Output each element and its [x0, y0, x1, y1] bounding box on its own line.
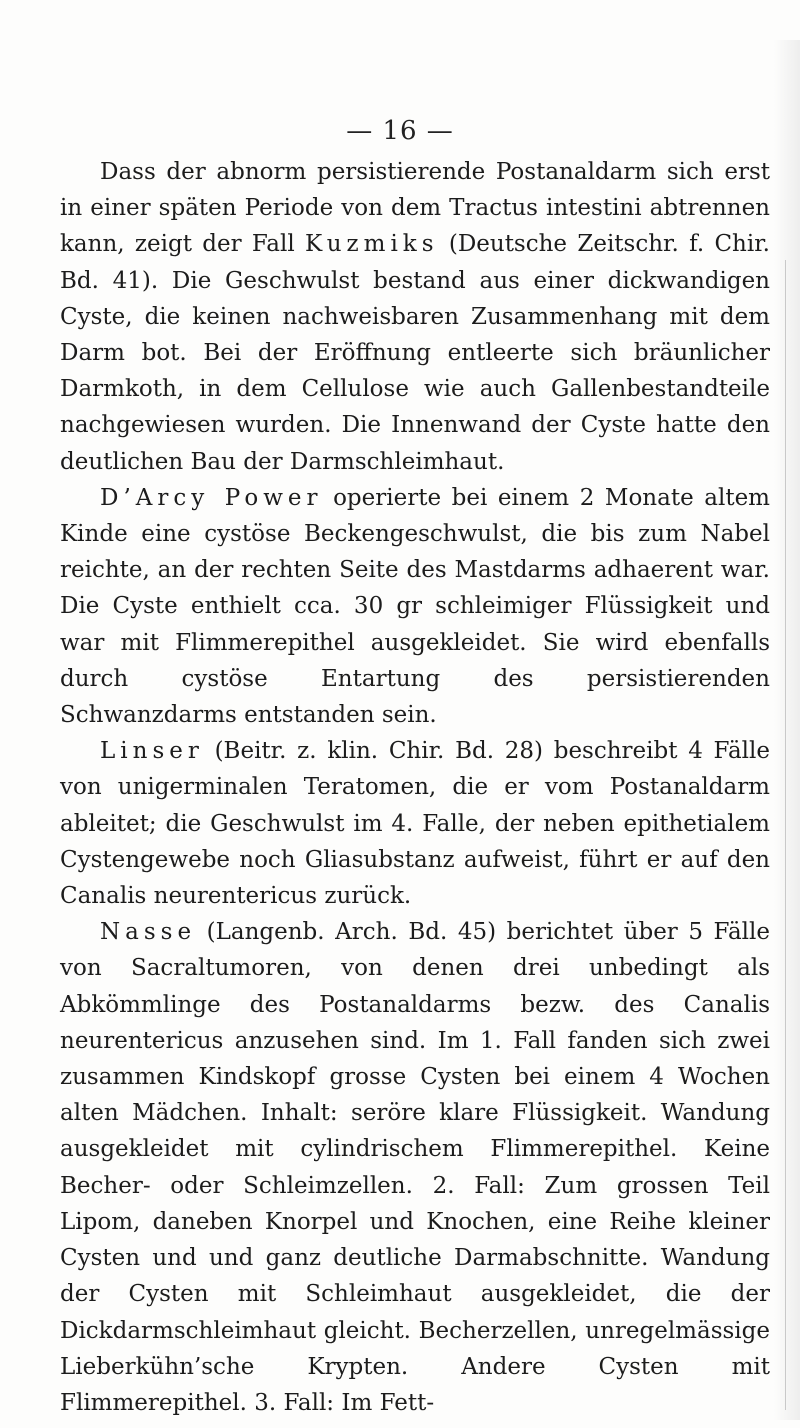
author-name-linser: Linser [100, 738, 204, 765]
page-edge-shadow [774, 40, 800, 1420]
paragraph-kuzmik [60, 154, 770, 480]
paragraph-text: (Deutsche Zeitschr. f. Chir. Bd. 41). Die Geschwulst bestand aus einer dickwandigen Cyste, die keinen nachweisbaren Zusammenhang mit dem Darm bot. Bei der Eröffnung entleerte sich bräunlicher Darmkoth, in dem Cellulose wie auch Gallenbestandteile nachgewiesen wurden. Die Innenwand der Cyste hatte den deutlichen Bau der Darmschleimhaut. [60, 231, 770, 475]
paragraph-text: Dass der abnorm persistierende Postanaldarm sich erst in einer späten Periode von dem Tractus intestini abtrennen kann, zeigt der Fall [60, 159, 770, 258]
paragraph-nasse [60, 914, 770, 1421]
author-name-darcy-power: D’Arcy Power [100, 484, 323, 511]
paragraph-text: operierte bei einem 2 Monate altem Kinde eine cystöse Beckengeschwulst, die bis zum Nabel reichte, an der rechten Seite des Mastdarms adhaerent war. Die Cyste enthielt cca. 30 gr schleimiger Flüssigkeit und war mit Flimmerepithel ausgekleidet. Sie wird ebenfalls durch cystöse Entartung des persistierenden Schwanzdarms entstanden sein. [60, 484, 770, 729]
paragraph-text: (Beitr. z. klin. Chir. Bd. 28) beschreibt 4 Fälle von unigerminalen Teratomen, die er vom Postanaldarm ableitet; die Geschwulst im 4. Falle, der neben epithetialem Cystengewebe noch Gliasubstanz aufweist, führt er auf den Canalis neurentericus zurück. [60, 738, 770, 910]
author-name-nasse: Nasse [100, 919, 197, 946]
author-name-kuzmik: Kuzmiks [305, 231, 439, 258]
paragraph-darcy-power [60, 480, 770, 733]
page-number: — 16 — [346, 116, 454, 146]
paragraph-linser [60, 733, 770, 914]
page-edge-line [785, 260, 786, 1410]
paragraph-text: (Langenb. Arch. Bd. 45) berichtet über 5 Fälle von Sacraltumoren, von denen drei unbedingt als Abkömmlinge des Postanaldarms bezw. des Canalis neurentericus anzusehen sind. Im 1. Fall fanden sich zwei zusammen Kindskopf grosse Cysten bei einem 4 Wochen alten Mädchen. Inhalt: seröre klare Flüssigkeit. Wandung ausgekleidet mit cylindrischem Flimmerepithel. Keine Becher- oder Schleimzellen. 2. Fall: Zum grossen Teil Lipom, daneben Knorpel und Knochen, eine Reihe kleiner Cysten und und ganz deutliche Darmabschnitte. Wandung der Cysten mit Schleimhaut ausgekleidet, die der Dickdarmschleimhaut gleicht. Becherzellen, unregelmässige Lieberkühn’sche Krypten. Andere Cysten mit Flimmerepithel. 3. Fall: Im Fett- [60, 919, 770, 1416]
body-text [60, 154, 770, 1421]
